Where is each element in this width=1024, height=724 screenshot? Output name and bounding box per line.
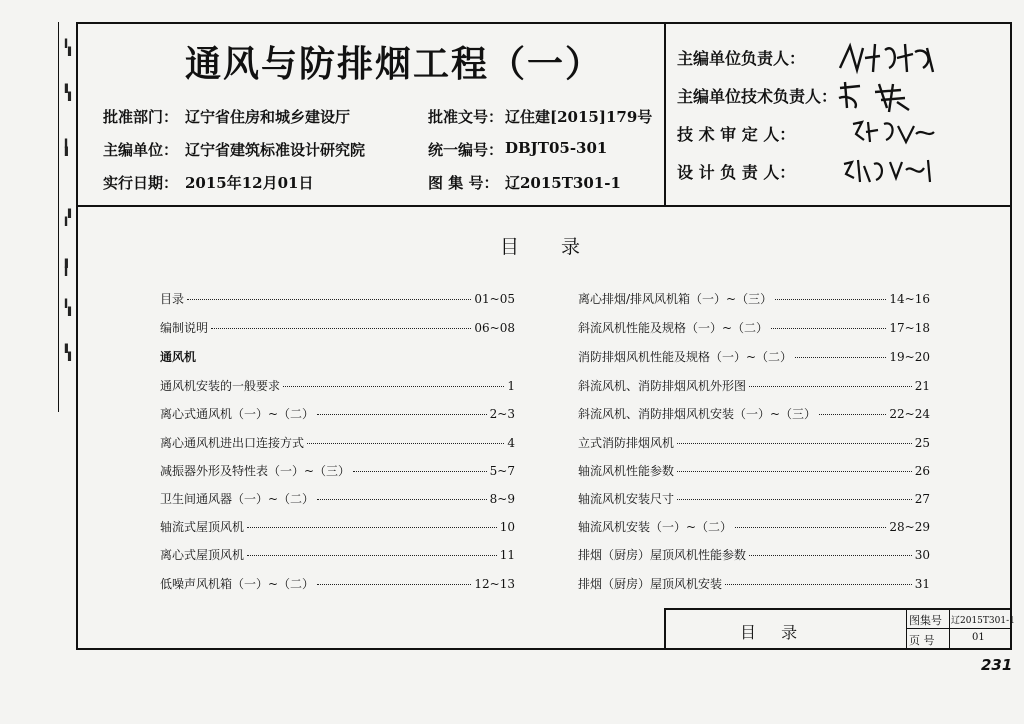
toc-entry[interactable] [160, 546, 515, 563]
leader-dots [677, 499, 912, 500]
toc-entry[interactable] [160, 490, 515, 507]
page-title: 通风与防排烟工程（一） [185, 43, 604, 85]
sidebar-outer-line [58, 22, 59, 412]
titleblock-page-label: 页 号 [909, 634, 935, 647]
titleblock-top [664, 608, 1011, 610]
signature-tech [835, 78, 915, 114]
leader-dots [725, 584, 912, 585]
toc-entry-page: 2~3 [489, 407, 515, 421]
toc-entry-page: 21 [914, 379, 930, 393]
toc-entry-label: 编制说明 [160, 321, 209, 335]
leader-dots [247, 555, 497, 556]
toc-entry-label: 轴流风机性能参数 [578, 464, 675, 478]
leader-dots [283, 386, 504, 387]
approval-dept: 辽宁省住房和城乡建设厅 [185, 108, 351, 126]
sidebar-mark: ▌ ▐ [64, 344, 72, 361]
leader-dots [353, 471, 487, 472]
toc-entry-label: 离心式屋顶风机 [160, 548, 245, 562]
toc-entry-label: 卫生间通风器（一）~（二） [160, 492, 315, 506]
toc-section-heading: 通风机 [160, 350, 197, 364]
leader-dots [735, 527, 886, 528]
toc-entry-page: 12~13 [474, 577, 515, 591]
toc-entry-page: 5~7 [489, 464, 515, 478]
toc-entry-page: 30 [914, 548, 930, 562]
toc-entry-label: 低噪声风机箱（一）~（二） [160, 577, 315, 591]
toc-entry[interactable] [160, 434, 515, 451]
toc-entry-page: 10 [499, 520, 515, 534]
toc-entry[interactable] [160, 575, 515, 592]
toc-entry-label: 排烟（厨房）屋顶风机安装 [578, 577, 723, 591]
leader-dots [677, 443, 912, 444]
date-label: 实行日期： [103, 174, 179, 192]
titleblock-mid-h [906, 628, 1011, 629]
toc-entry-label: 斜流风机性能及规格（一）~（二） [578, 321, 769, 335]
toc-entry-page: 25 [914, 436, 930, 450]
toc-entry-label: 离心式通风机（一）~（二） [160, 407, 315, 421]
toc-entry-page: 06~08 [474, 321, 515, 335]
toc-entry-label: 轴流风机安装尺寸 [578, 492, 675, 506]
toc-entry[interactable] [578, 377, 930, 394]
toc-entry[interactable] [160, 405, 515, 422]
design-label: 设 计 负 责 人： [677, 163, 796, 182]
toc-entry-label: 目录 [160, 292, 185, 306]
leader-dots [317, 499, 487, 500]
toc-entry-page: 14~16 [889, 292, 930, 306]
editor: 辽宁省建筑标准设计研究院 [185, 141, 366, 159]
leader-dots [317, 414, 487, 415]
toc-entry-page: 17~18 [889, 321, 930, 335]
toc-entry[interactable] [160, 462, 515, 479]
leader-dots [307, 443, 504, 444]
toc-entry-page: 22~24 [889, 407, 930, 421]
toc-entry-page: 01~05 [474, 292, 515, 306]
sidebar-mark: ▐ ▍ [64, 209, 72, 226]
sidebar-mark: ▍ ▐ [64, 299, 72, 316]
toc-entry-label: 离心通风机进出口连接方式 [160, 436, 305, 450]
doc-no-label: 批准文号： [428, 108, 504, 126]
toc-entry[interactable] [160, 319, 515, 336]
header-divider [76, 205, 1012, 207]
toc-entry-page: 19~20 [889, 350, 930, 364]
titleblock-left [664, 608, 666, 649]
titleblock-v2 [949, 608, 950, 649]
toc-entry[interactable] [578, 434, 930, 451]
toc-entry-label: 立式消防排烟风机 [578, 436, 675, 450]
toc-entry-label: 排烟（厨房）屋顶风机性能参数 [578, 548, 747, 562]
leader-dots [187, 299, 471, 300]
frame-bottom [76, 648, 1012, 650]
sidebar-mark: ▌ ▐ [64, 84, 72, 101]
chief-label: 主编单位负责人： [677, 49, 806, 68]
toc-entry[interactable] [578, 348, 930, 365]
toc-entry[interactable] [578, 405, 930, 422]
toc-entry-label: 斜流风机、消防排烟风机外形图 [578, 379, 747, 393]
titleblock-page-value: 01 [972, 632, 985, 643]
toc-entry-label: 消防排烟风机性能及规格（一）~（二） [578, 350, 793, 364]
toc-entry-label: 轴流式屋顶风机 [160, 520, 245, 534]
toc-entry-label: 通风机安装的一般要求 [160, 379, 281, 393]
toc-entry[interactable] [578, 518, 930, 535]
approval-dept-label: 批准部门： [103, 108, 179, 126]
leader-dots [211, 328, 471, 329]
signature-review [848, 118, 938, 148]
titleblock-atlas-label: 图集号 [909, 614, 942, 627]
toc-entry[interactable] [160, 518, 515, 535]
signature-design [840, 156, 935, 186]
frame-top [76, 22, 1012, 24]
leader-dots [749, 555, 912, 556]
leader-dots [677, 471, 912, 472]
unified-no: DBJT05-301 [505, 139, 608, 157]
leader-dots [247, 527, 497, 528]
toc-entry-page: 28~29 [889, 520, 930, 534]
frame-left [76, 22, 78, 650]
sidebar-mark: ▍ ▐ [64, 39, 72, 56]
leader-dots [749, 386, 912, 387]
date: 2015年12月01日 [185, 174, 314, 192]
page-number: 231 [981, 656, 1013, 674]
titleblock-atlas-value: 辽2015T301-1 [951, 616, 1015, 626]
atlas-no: 辽2015T301-1 [505, 174, 621, 192]
titleblock-v1 [906, 608, 907, 649]
toc-entry-page: 8~9 [489, 492, 515, 506]
toc-entry-label: 离心排烟/排风风机箱（一）~（三） [578, 292, 773, 306]
leader-dots [317, 584, 471, 585]
signature-chief [835, 38, 945, 78]
toc-entry-page: 26 [914, 464, 930, 478]
toc-entry-page: 11 [499, 548, 515, 562]
toc-entry-label: 轴流风机安装（一）~（二） [578, 520, 733, 534]
toc-entry-page: 1 [507, 379, 515, 393]
frame-right [1010, 22, 1012, 650]
atlas-label: 图 集 号： [428, 174, 499, 192]
toc-entry[interactable] [578, 319, 930, 336]
leader-dots [771, 328, 886, 329]
toc-entry[interactable] [578, 575, 930, 592]
sidebar-mark: ▍ ▌ [64, 139, 72, 156]
header-vertical-divider [664, 22, 666, 206]
review-label: 技 术 审 定 人： [677, 125, 796, 144]
leader-dots [775, 299, 886, 300]
titleblock-sheet-name: 目 录 [740, 623, 808, 642]
tech-label: 主编单位技术负责人： [677, 87, 838, 106]
toc-entry[interactable] [160, 290, 515, 307]
toc-entry-page: 31 [914, 577, 930, 591]
toc-entry-page: 4 [507, 436, 515, 450]
unified-label: 统一编号： [428, 141, 504, 159]
toc-title: 目录 [500, 236, 623, 258]
doc-no: 辽住建[2015]179号 [505, 108, 653, 126]
toc-entry[interactable] [160, 377, 515, 394]
toc-entry-label: 减振器外形及特性表（一）~（三） [160, 464, 351, 478]
toc-entry[interactable] [578, 462, 930, 479]
toc-entry[interactable] [578, 290, 930, 307]
leader-dots [795, 357, 886, 358]
sidebar-mark: ▌ ▍ [64, 259, 72, 276]
toc-entry[interactable] [578, 490, 930, 507]
toc-entry-label: 斜流风机、消防排烟风机安装（一）~（三） [578, 407, 817, 421]
editor-label: 主编单位： [103, 141, 179, 159]
toc-entry[interactable] [578, 546, 930, 563]
leader-dots [819, 414, 886, 415]
toc-entry-page: 27 [914, 492, 930, 506]
